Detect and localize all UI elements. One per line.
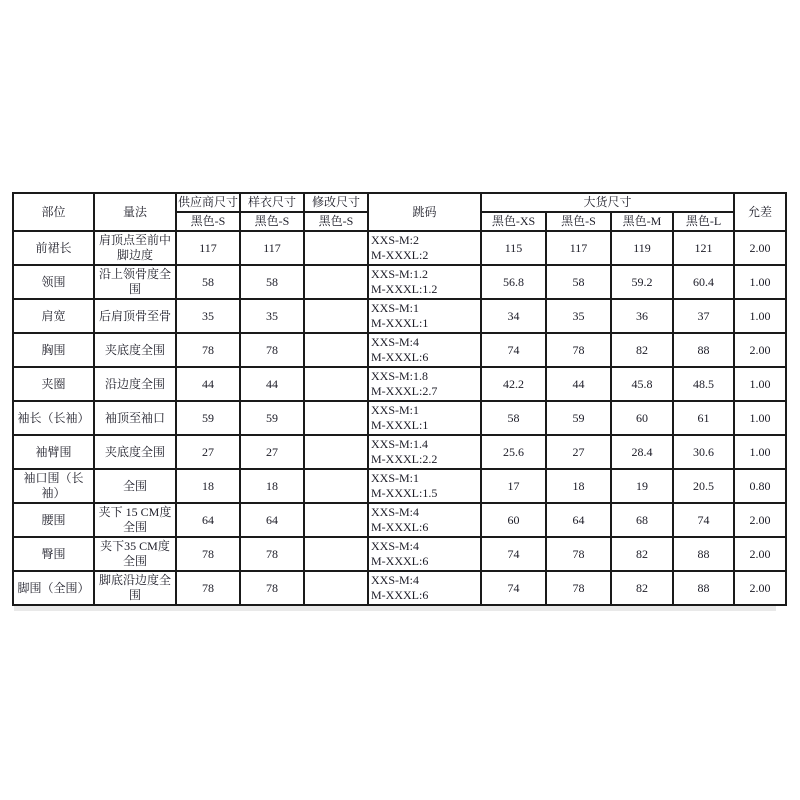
jump-code-line: M-XXXL:2 [371, 248, 429, 262]
bulk-xs-cell: 60 [481, 503, 546, 537]
part-name-cell: 肩宽 [13, 299, 94, 333]
col-subheader-modify-color: 黑色-S [304, 212, 368, 231]
bulk-s-cell: 78 [546, 537, 611, 571]
bulk-xs-cell: 56.8 [481, 265, 546, 299]
table-header [13, 193, 786, 231]
supplier-size-cell: 78 [176, 333, 240, 367]
tolerance-cell: 2.00 [734, 503, 786, 537]
bulk-l-cell: 37 [673, 299, 734, 333]
modify-size-cell [304, 231, 368, 265]
bulk-m-cell: 45.8 [611, 367, 673, 401]
part-name-cell: 袖口围（长袖） [13, 469, 94, 503]
col-subheader-sample-color: 黑色-S [240, 212, 304, 231]
modify-size-cell [304, 299, 368, 333]
bulk-xs-cell: 25.6 [481, 435, 546, 469]
bulk-xs-cell: 115 [481, 231, 546, 265]
sample-size-cell: 18 [240, 469, 304, 503]
jump-code-line: M-XXXL:6 [371, 588, 429, 602]
modify-size-cell [304, 367, 368, 401]
jump-code-line: XXS-M:1.8 [371, 369, 429, 383]
table-row [13, 333, 786, 367]
supplier-size-cell: 18 [176, 469, 240, 503]
col-header-method: 量法 [94, 193, 176, 231]
method-cell: 夹底度全围 [94, 333, 176, 367]
jump-code-cell [368, 333, 481, 367]
bulk-xs-cell: 74 [481, 571, 546, 605]
modify-size-cell [304, 401, 368, 435]
modify-size-cell [304, 265, 368, 299]
modify-size-cell [304, 571, 368, 605]
sample-size-cell: 64 [240, 503, 304, 537]
sample-size-cell: 78 [240, 333, 304, 367]
jump-code-cell [368, 265, 481, 299]
jump-code-line: XXS-M:4 [371, 573, 420, 587]
col-header-bulk-size: 大货尺寸 [481, 193, 734, 212]
table-row [13, 571, 786, 605]
tolerance-cell: 0.80 [734, 469, 786, 503]
supplier-size-cell: 78 [176, 571, 240, 605]
col-header-sample-size: 样衣尺寸 [240, 193, 304, 212]
bulk-l-cell: 30.6 [673, 435, 734, 469]
jump-code-cell [368, 401, 481, 435]
jump-code-line: XXS-M:4 [371, 335, 420, 349]
bulk-l-cell: 88 [673, 333, 734, 367]
sample-size-cell: 78 [240, 537, 304, 571]
bulk-m-cell: 82 [611, 537, 673, 571]
jump-code-cell [368, 367, 481, 401]
jump-code-line: M-XXXL:6 [371, 554, 429, 568]
partial-next-row-strip [14, 606, 776, 611]
table-row [13, 469, 786, 503]
method-cell: 沿边度全围 [94, 367, 176, 401]
bulk-s-cell: 35 [546, 299, 611, 333]
col-subheader-bulk-m: 黑色-M [611, 212, 673, 231]
bulk-l-cell: 88 [673, 571, 734, 605]
tolerance-cell: 1.00 [734, 435, 786, 469]
jump-code-cell [368, 299, 481, 333]
bulk-l-cell: 48.5 [673, 367, 734, 401]
size-spec-table [12, 192, 787, 606]
col-subheader-bulk-xs: 黑色-XS [481, 212, 546, 231]
part-name-cell: 袖臂围 [13, 435, 94, 469]
jump-code-line: M-XXXL:2.7 [371, 384, 438, 398]
part-name-cell: 脚围（全围） [13, 571, 94, 605]
col-subheader-bulk-s: 黑色-S [546, 212, 611, 231]
supplier-size-cell: 78 [176, 537, 240, 571]
bulk-xs-cell: 74 [481, 333, 546, 367]
sample-size-cell: 27 [240, 435, 304, 469]
supplier-size-cell: 58 [176, 265, 240, 299]
bulk-s-cell: 18 [546, 469, 611, 503]
tolerance-cell: 2.00 [734, 537, 786, 571]
method-cell: 袖顶至袖口 [94, 401, 176, 435]
bulk-m-cell: 28.4 [611, 435, 673, 469]
col-subheader-bulk-l: 黑色-L [673, 212, 734, 231]
modify-size-cell [304, 435, 368, 469]
bulk-l-cell: 60.4 [673, 265, 734, 299]
jump-code-line: XXS-M:1 [371, 403, 420, 417]
sample-size-cell: 78 [240, 571, 304, 605]
bulk-m-cell: 119 [611, 231, 673, 265]
part-name-cell: 腰围 [13, 503, 94, 537]
bulk-s-cell: 58 [546, 265, 611, 299]
part-name-cell: 夹圈 [13, 367, 94, 401]
jump-code-cell [368, 469, 481, 503]
sample-size-cell: 58 [240, 265, 304, 299]
tolerance-cell: 1.00 [734, 367, 786, 401]
supplier-size-cell: 35 [176, 299, 240, 333]
table-row [13, 435, 786, 469]
bulk-m-cell: 60 [611, 401, 673, 435]
bulk-m-cell: 82 [611, 571, 673, 605]
part-name-cell: 臀围 [13, 537, 94, 571]
jump-code-line: XXS-M:4 [371, 505, 420, 519]
bulk-m-cell: 19 [611, 469, 673, 503]
tolerance-cell: 1.00 [734, 299, 786, 333]
jump-code-cell [368, 571, 481, 605]
part-name-cell: 胸围 [13, 333, 94, 367]
table-row [13, 299, 786, 333]
bulk-l-cell: 20.5 [673, 469, 734, 503]
col-header-jump-code: 跳码 [368, 193, 481, 231]
part-name-cell: 领围 [13, 265, 94, 299]
bulk-xs-cell: 74 [481, 537, 546, 571]
modify-size-cell [304, 333, 368, 367]
bulk-s-cell: 78 [546, 333, 611, 367]
tolerance-cell: 1.00 [734, 401, 786, 435]
method-cell: 夹下35 CM度全围 [94, 537, 176, 571]
bulk-s-cell: 78 [546, 571, 611, 605]
bulk-s-cell: 64 [546, 503, 611, 537]
method-cell: 后肩顶骨至骨 [94, 299, 176, 333]
supplier-size-cell: 44 [176, 367, 240, 401]
jump-code-cell [368, 537, 481, 571]
modify-size-cell [304, 537, 368, 571]
jump-code-line: M-XXXL:6 [371, 520, 429, 534]
sample-size-cell: 59 [240, 401, 304, 435]
jump-code-line: M-XXXL:6 [371, 350, 429, 364]
bulk-xs-cell: 58 [481, 401, 546, 435]
tolerance-cell: 2.00 [734, 333, 786, 367]
col-header-tolerance: 允差 [734, 193, 786, 231]
jump-code-line: M-XXXL:1 [371, 418, 429, 432]
tolerance-cell: 2.00 [734, 231, 786, 265]
jump-code-line: M-XXXL:1.2 [371, 282, 438, 296]
jump-code-line: M-XXXL:2.2 [371, 452, 438, 466]
sample-size-cell: 44 [240, 367, 304, 401]
col-header-modify-size: 修改尺寸 [304, 193, 368, 212]
table-row [13, 503, 786, 537]
table-row [13, 537, 786, 571]
jump-code-line: XXS-M:1 [371, 301, 420, 315]
bulk-l-cell: 121 [673, 231, 734, 265]
method-cell: 沿上领骨度全围 [94, 265, 176, 299]
modify-size-cell [304, 469, 368, 503]
part-name-cell: 前裙长 [13, 231, 94, 265]
part-name-cell: 袖长（长袖） [13, 401, 94, 435]
bulk-l-cell: 74 [673, 503, 734, 537]
jump-code-line: M-XXXL:1 [371, 316, 429, 330]
method-cell: 肩顶点至前中脚边度 [94, 231, 176, 265]
bulk-m-cell: 82 [611, 333, 673, 367]
modify-size-cell [304, 503, 368, 537]
bulk-xs-cell: 34 [481, 299, 546, 333]
header-row-top [13, 193, 786, 212]
bulk-m-cell: 68 [611, 503, 673, 537]
supplier-size-cell: 59 [176, 401, 240, 435]
table-row [13, 231, 786, 265]
jump-code-line: M-XXXL:1.5 [371, 486, 438, 500]
jump-code-cell [368, 435, 481, 469]
table-row [13, 265, 786, 299]
tolerance-cell: 2.00 [734, 571, 786, 605]
bulk-m-cell: 36 [611, 299, 673, 333]
bulk-l-cell: 88 [673, 537, 734, 571]
jump-code-line: XXS-M:4 [371, 539, 420, 553]
tolerance-cell: 1.00 [734, 265, 786, 299]
jump-code-line: XXS-M:2 [371, 233, 420, 247]
bulk-l-cell: 61 [673, 401, 734, 435]
col-header-supplier-size: 供应商尺寸 [176, 193, 240, 212]
table-body [13, 231, 786, 605]
jump-code-line: XXS-M:1.4 [371, 437, 429, 451]
method-cell: 夹下 15 CM度全围 [94, 503, 176, 537]
table-row [13, 401, 786, 435]
sample-size-cell: 117 [240, 231, 304, 265]
supplier-size-cell: 27 [176, 435, 240, 469]
bulk-s-cell: 117 [546, 231, 611, 265]
jump-code-line: XXS-M:1 [371, 471, 420, 485]
bulk-s-cell: 44 [546, 367, 611, 401]
col-header-part: 部位 [13, 193, 94, 231]
supplier-size-cell: 117 [176, 231, 240, 265]
table-row [13, 367, 786, 401]
supplier-size-cell: 64 [176, 503, 240, 537]
jump-code-cell [368, 503, 481, 537]
jump-code-cell [368, 231, 481, 265]
sample-size-cell: 35 [240, 299, 304, 333]
bulk-s-cell: 59 [546, 401, 611, 435]
bulk-xs-cell: 17 [481, 469, 546, 503]
jump-code-line: XXS-M:1.2 [371, 267, 429, 281]
bulk-s-cell: 27 [546, 435, 611, 469]
method-cell: 脚底沿边度全围 [94, 571, 176, 605]
bulk-xs-cell: 42.2 [481, 367, 546, 401]
col-subheader-supplier-color: 黑色-S [176, 212, 240, 231]
method-cell: 夹底度全围 [94, 435, 176, 469]
bulk-m-cell: 59.2 [611, 265, 673, 299]
method-cell: 全围 [94, 469, 176, 503]
